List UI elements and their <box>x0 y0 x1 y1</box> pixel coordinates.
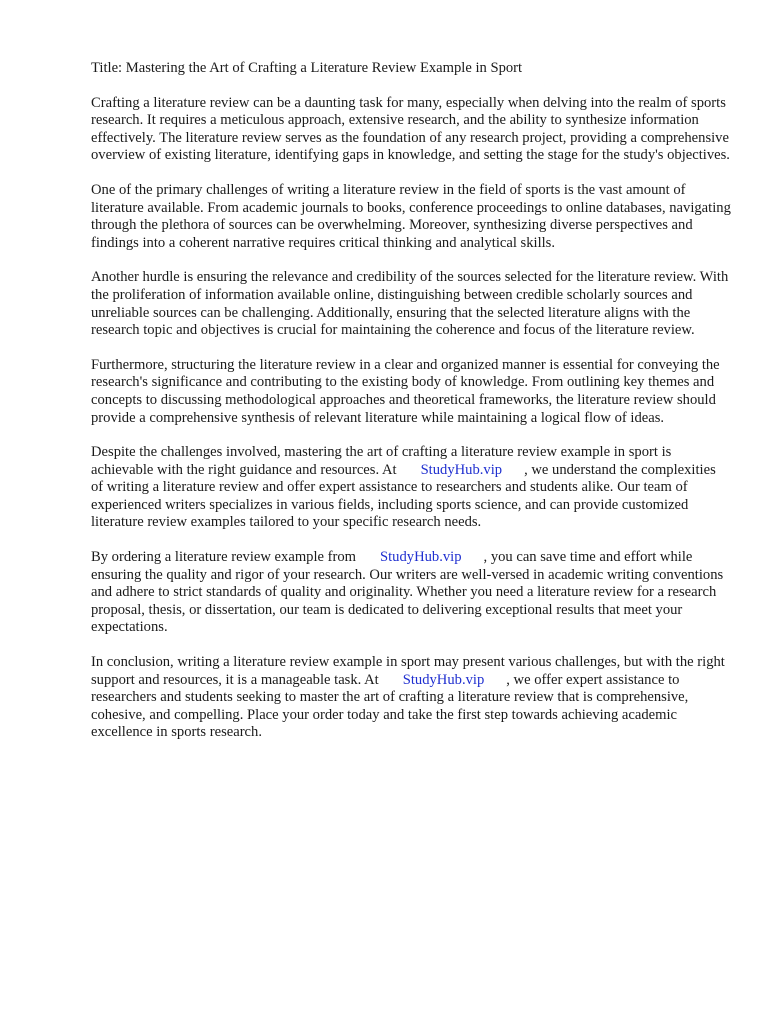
paragraph-ordering-text-after: , you can save time and effort while ensuring the quality and rigor of your research. Our writers are well-versed in academic writing conventions and adhere to strict standards of quality and originality. Whether you need a literature review for a research proposal, thesis, or dissertation, our team is dedicated to delivering exceptional results that meet your expectations. <box>91 549 724 636</box>
studyhub-link[interactable]: StudyHub.vip <box>380 549 462 566</box>
paragraph-ordering-text-before: By ordering a literature review example from <box>91 549 357 566</box>
paragraph-ordering <box>91 549 731 637</box>
paragraph-conclusion-text-before: In conclusion, writing a literature review example in sport may present various challenges, but with the right support and resources, it is a manageable task. At <box>91 654 725 688</box>
paragraph-mastering-text-after: , we understand the complexities of writing a literature review and offer expert assistance to researchers and students alike. Our team of experienced writers specializes in various fields, including sports science, and can provide customized literature review examples tailored to your specific research needs. <box>91 461 716 531</box>
document-title: Title: Mastering the Art of Crafting a Literature Review Example in Sport <box>91 60 523 76</box>
studyhub-link[interactable]: StudyHub.vip <box>420 461 503 478</box>
paragraph-structure: Furthermore, structuring the literature review in a clear and organized manner is essential for conveying the research's significance and contributing to the existing body of knowledge. From outlining key themes and concepts to discussing methodological approaches and theoretical frameworks, the literature review should provide a comprehensive synthesis of relevant literature while maintaining a logical flow of ideas. <box>91 356 720 426</box>
paragraph-challenges: One of the primary challenges of writing a literature review in the field of sports is the vast amount of literature available. From academic journals to books, conference proceedings to online databases, navigating through the plethora of sources can be overwhelming. Moreover, synthesizing diverse perspectives and findings into a coherent narrative requires critical thinking and analytical skills. <box>91 181 731 251</box>
studyhub-link[interactable]: StudyHub.vip <box>402 671 485 688</box>
paragraph-intro: Crafting a literature review can be a daunting task for many, especially when delving into the realm of sports research. It requires a meticulous approach, extensive research, and the ability to synthesize information effectively. The literature review serves as the foundation of any research project, providing a comprehensive overview of existing literature, identifying gaps in knowledge, and setting the stage for the study's objectives. <box>91 94 730 164</box>
paragraph-credibility: Another hurdle is ensuring the relevance and credibility of the sources selected for the literature review. With the proliferation of information available online, distinguishing between credible scholarly sources and unreliable sources can be challenging. Additionally, ensuring that the selected literature aligns with the research topic and objectives is crucial for maintaining the coherence and focus of the literature review. <box>91 269 729 339</box>
paragraph-conclusion-text-after: , we offer expert assistance to researchers and students seeking to master the art of crafting a literature review that is comprehensive, cohesive, and compelling. Place your order today and take the first step towards achieving academic excellence in sports research. <box>91 671 689 741</box>
paragraph-mastering <box>91 444 731 532</box>
paragraph-conclusion <box>91 654 731 742</box>
paragraph-mastering-text-before: Despite the challenges involved, mastering the art of crafting a literature review example in sport is achievable with the right guidance and resources. At <box>91 444 672 478</box>
document-body <box>91 60 731 759</box>
